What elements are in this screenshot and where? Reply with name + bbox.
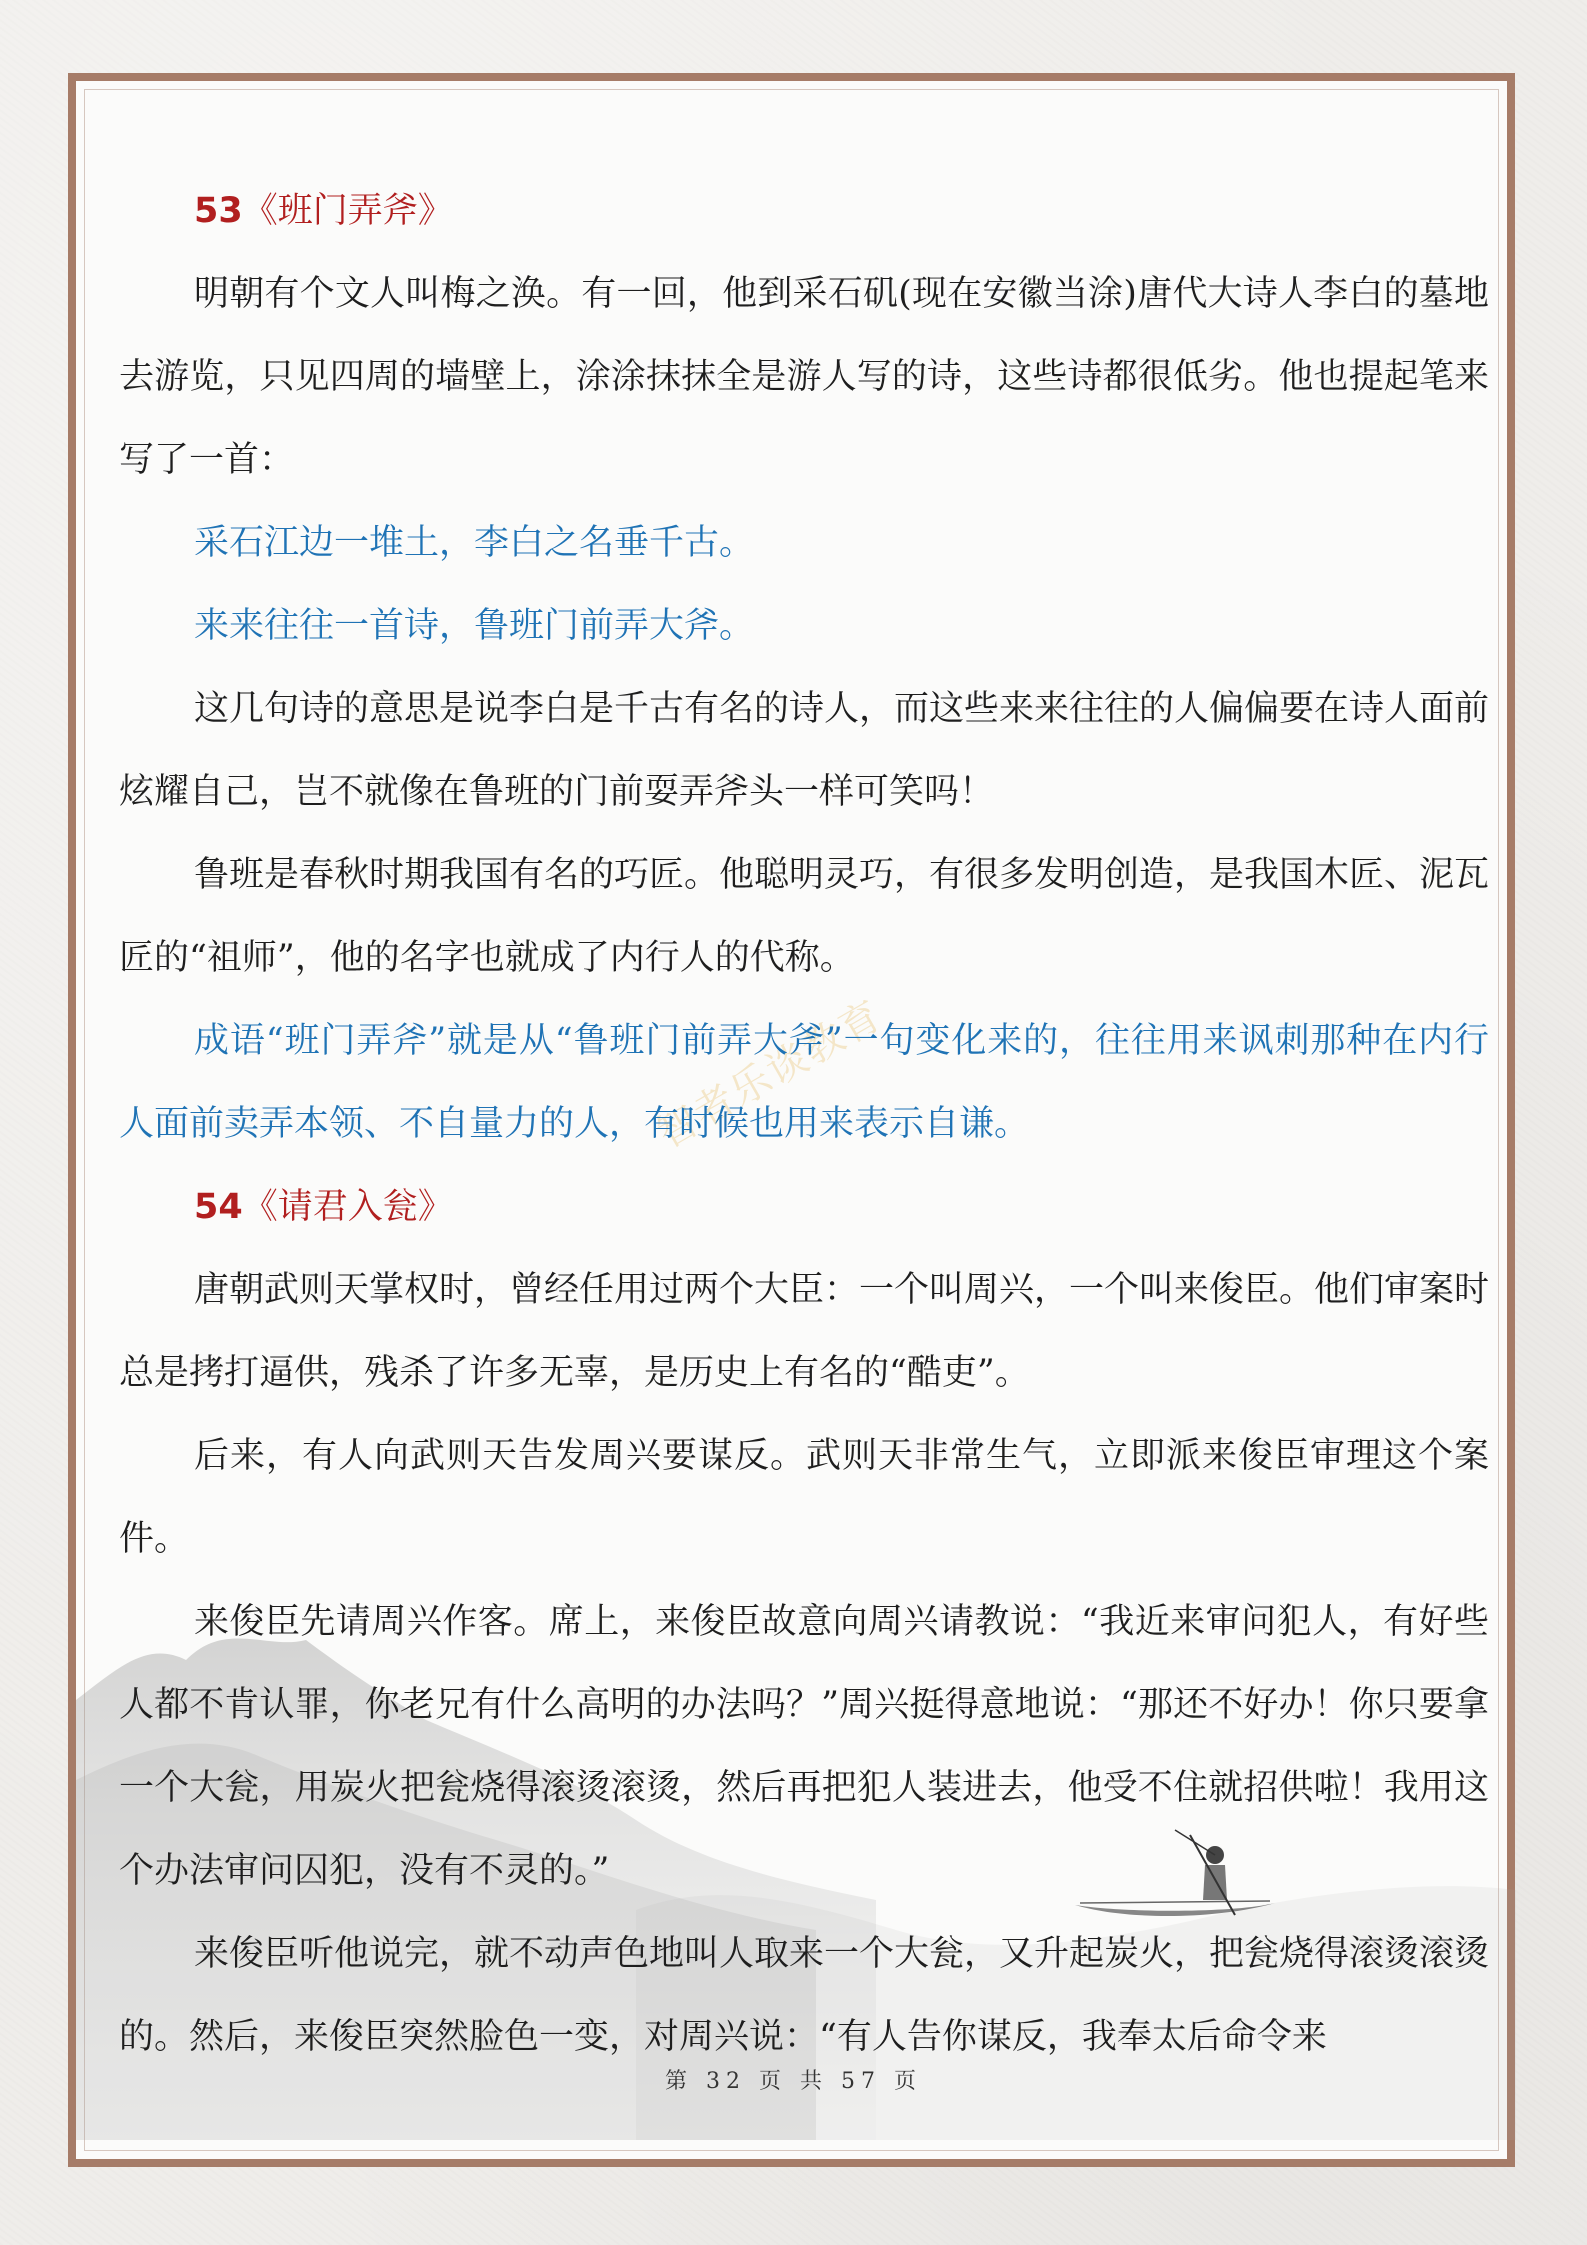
section-number: 54 bbox=[194, 1187, 243, 1227]
paragraph: 后来，有人向武则天告发周兴要谋反。武则天非常生气，立即派来俊臣审理这个案件。 bbox=[119, 1436, 1489, 1559]
section-title: 《请君入瓮》 bbox=[242, 1187, 453, 1227]
section-heading-53 bbox=[119, 170, 1489, 253]
paragraph: 来俊臣先请周兴作客。席上，来俊臣故意向周兴请教说：“我近来审问犯人，有好些人都不肯认罪，你老兄有什么高明的办法吗？”周兴挺得意地说：“那还不好办！你只要拿一个大瓮，用炭火把瓮烧得滚烫滚烫，然后再把犯人装进去，他受不住就招供啦！我用这个办法审问囚犯，没有不灵的。” bbox=[119, 1602, 1489, 1891]
paragraph: 唐朝武则天掌权时，曾经任用过两个大臣：一个叫周兴，一个叫来俊臣。他们审案时总是拷打逼供，残杀了许多无辜，是历史上有名的“酷吏”。 bbox=[119, 1270, 1490, 1393]
poem-line: 来来往往一首诗，鲁班门前弄大斧。 bbox=[194, 606, 755, 646]
poem-line: 采石江边一堆土，李白之名垂千古。 bbox=[194, 523, 755, 563]
watermark-text: 智者乐谈教育 bbox=[649, 991, 891, 1158]
paragraph: 鲁班是春秋时期我国有名的巧匠。他聪明灵巧，有很多发明创造，是我国木匠、泥瓦匠的“祖师”，他的名字也就成了内行人的代称。 bbox=[119, 855, 1490, 978]
paragraph: 这几句诗的意思是说李白是千古有名的诗人，而这些来来往往的人偏偏要在诗人面前炫耀自己，岂不就像在鲁班的门前耍弄斧头一样可笑吗！ bbox=[119, 689, 1490, 812]
page-number: 第 32 页 共 57 页 bbox=[665, 2069, 922, 2094]
idiom-explanation: 成语“班门弄斧”就是从“鲁班门前弄大斧”一句变化来的，往往用来讽刺那种在内行人面前卖弄本领、不自量力的人，有时候也用来表示自谦。 bbox=[119, 1021, 1489, 1144]
paragraph: 来俊臣听他说完，就不动声色地叫人取来一个大瓮，又升起炭火，把瓮烧得滚烫滚烫的。然后，来俊臣突然脸色一变，对周兴说：“有人告你谋反，我奉太后命令来 bbox=[119, 1934, 1490, 2057]
paragraph: 明朝有个文人叫梅之涣。有一回，他到采石矶(现在安徽当涂)唐代大诗人李白的墓地去游览，只见四周的墙壁上，涂涂抹抹全是游人写的诗，这些诗都很低劣。他也提起笔来写了一首： bbox=[119, 274, 1489, 480]
section-number: 53 bbox=[194, 191, 243, 231]
section-title: 《班门弄斧》 bbox=[242, 191, 453, 231]
section-heading-54 bbox=[119, 1166, 1489, 1249]
document-body bbox=[119, 170, 1489, 2079]
